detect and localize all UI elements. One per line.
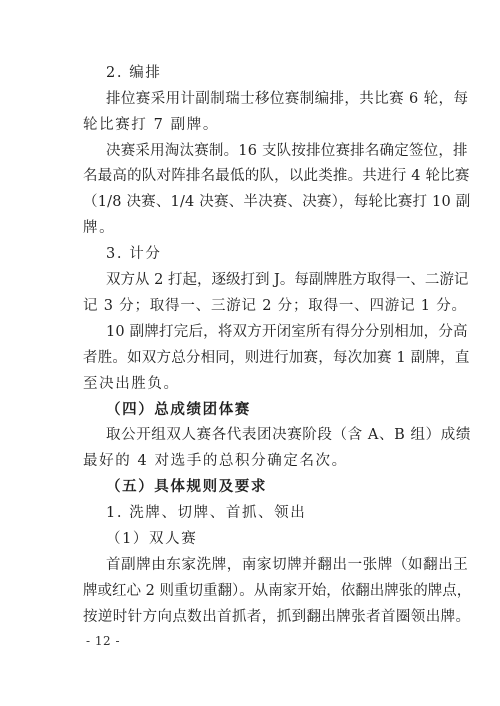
- paragraph-line: 记 3 分；取得一、三游记 2 分；取得一、四游记 1 分。: [83, 298, 467, 314]
- page-number: - 12 -: [86, 634, 121, 648]
- paragraph-line: 牌。: [83, 220, 116, 236]
- paragraph-line: 取公开组双人赛各代表团决赛阶段（含 A、B 组）成绩: [106, 427, 471, 443]
- paragraph-line: 轮比赛打 7 副牌。: [83, 117, 219, 133]
- subheading-pairs: （1）双人赛: [106, 531, 198, 547]
- heading-arrangement: 2. 编排: [106, 65, 162, 81]
- heading-scoring: 3. 计分: [106, 246, 162, 262]
- paragraph-line: 双方从 2 打起，逐级打到 J。每副牌胜方取得一、二游记: [106, 272, 469, 288]
- paragraph-line: 牌或红心 2 则重切重翻）。从南家开始，依翻出牌张的牌点，: [83, 583, 472, 599]
- subheading-shuffle: 1. 洗牌、切牌、首抓、领出: [106, 505, 307, 521]
- paragraph-line: 排位赛采用计副制瑞士移位赛制编排，共比赛 6 轮，每: [106, 91, 469, 107]
- paragraph-line: 名最高的队对阵排名最低的队，以此类推。共进行 4 轮比赛: [83, 168, 470, 184]
- paragraph-line: 者胜。如双方总分相同，则进行加赛，每次加赛 1 副牌，直: [83, 350, 470, 366]
- paragraph-line: 最好的 4 对选手的总积分确定名次。: [83, 453, 348, 469]
- paragraph-line: 按逆时针方向点数出首抓者，抓到翻出牌张者首圈领出牌。: [83, 609, 471, 625]
- paragraph-line: 首副牌由东家洗牌，南家切牌并翻出一张牌（如翻出王: [106, 557, 469, 573]
- paragraph-line: （1/8 决赛、1/4 决赛、半决赛、决赛），每轮比赛打 10 副: [83, 194, 471, 210]
- section-heading-team: （四）总成绩团体赛: [106, 401, 251, 418]
- paragraph-line: 至决出胜负。: [83, 376, 180, 392]
- paragraph-line: 10 副牌打完后，将双方开闭室所有得分分别相加，分高: [106, 324, 468, 340]
- section-heading-rules: （五）具体规则及要求: [106, 478, 267, 495]
- paragraph-line: 决赛采用淘汰赛制。16 支队按排位赛排名确定签位，排: [106, 143, 468, 159]
